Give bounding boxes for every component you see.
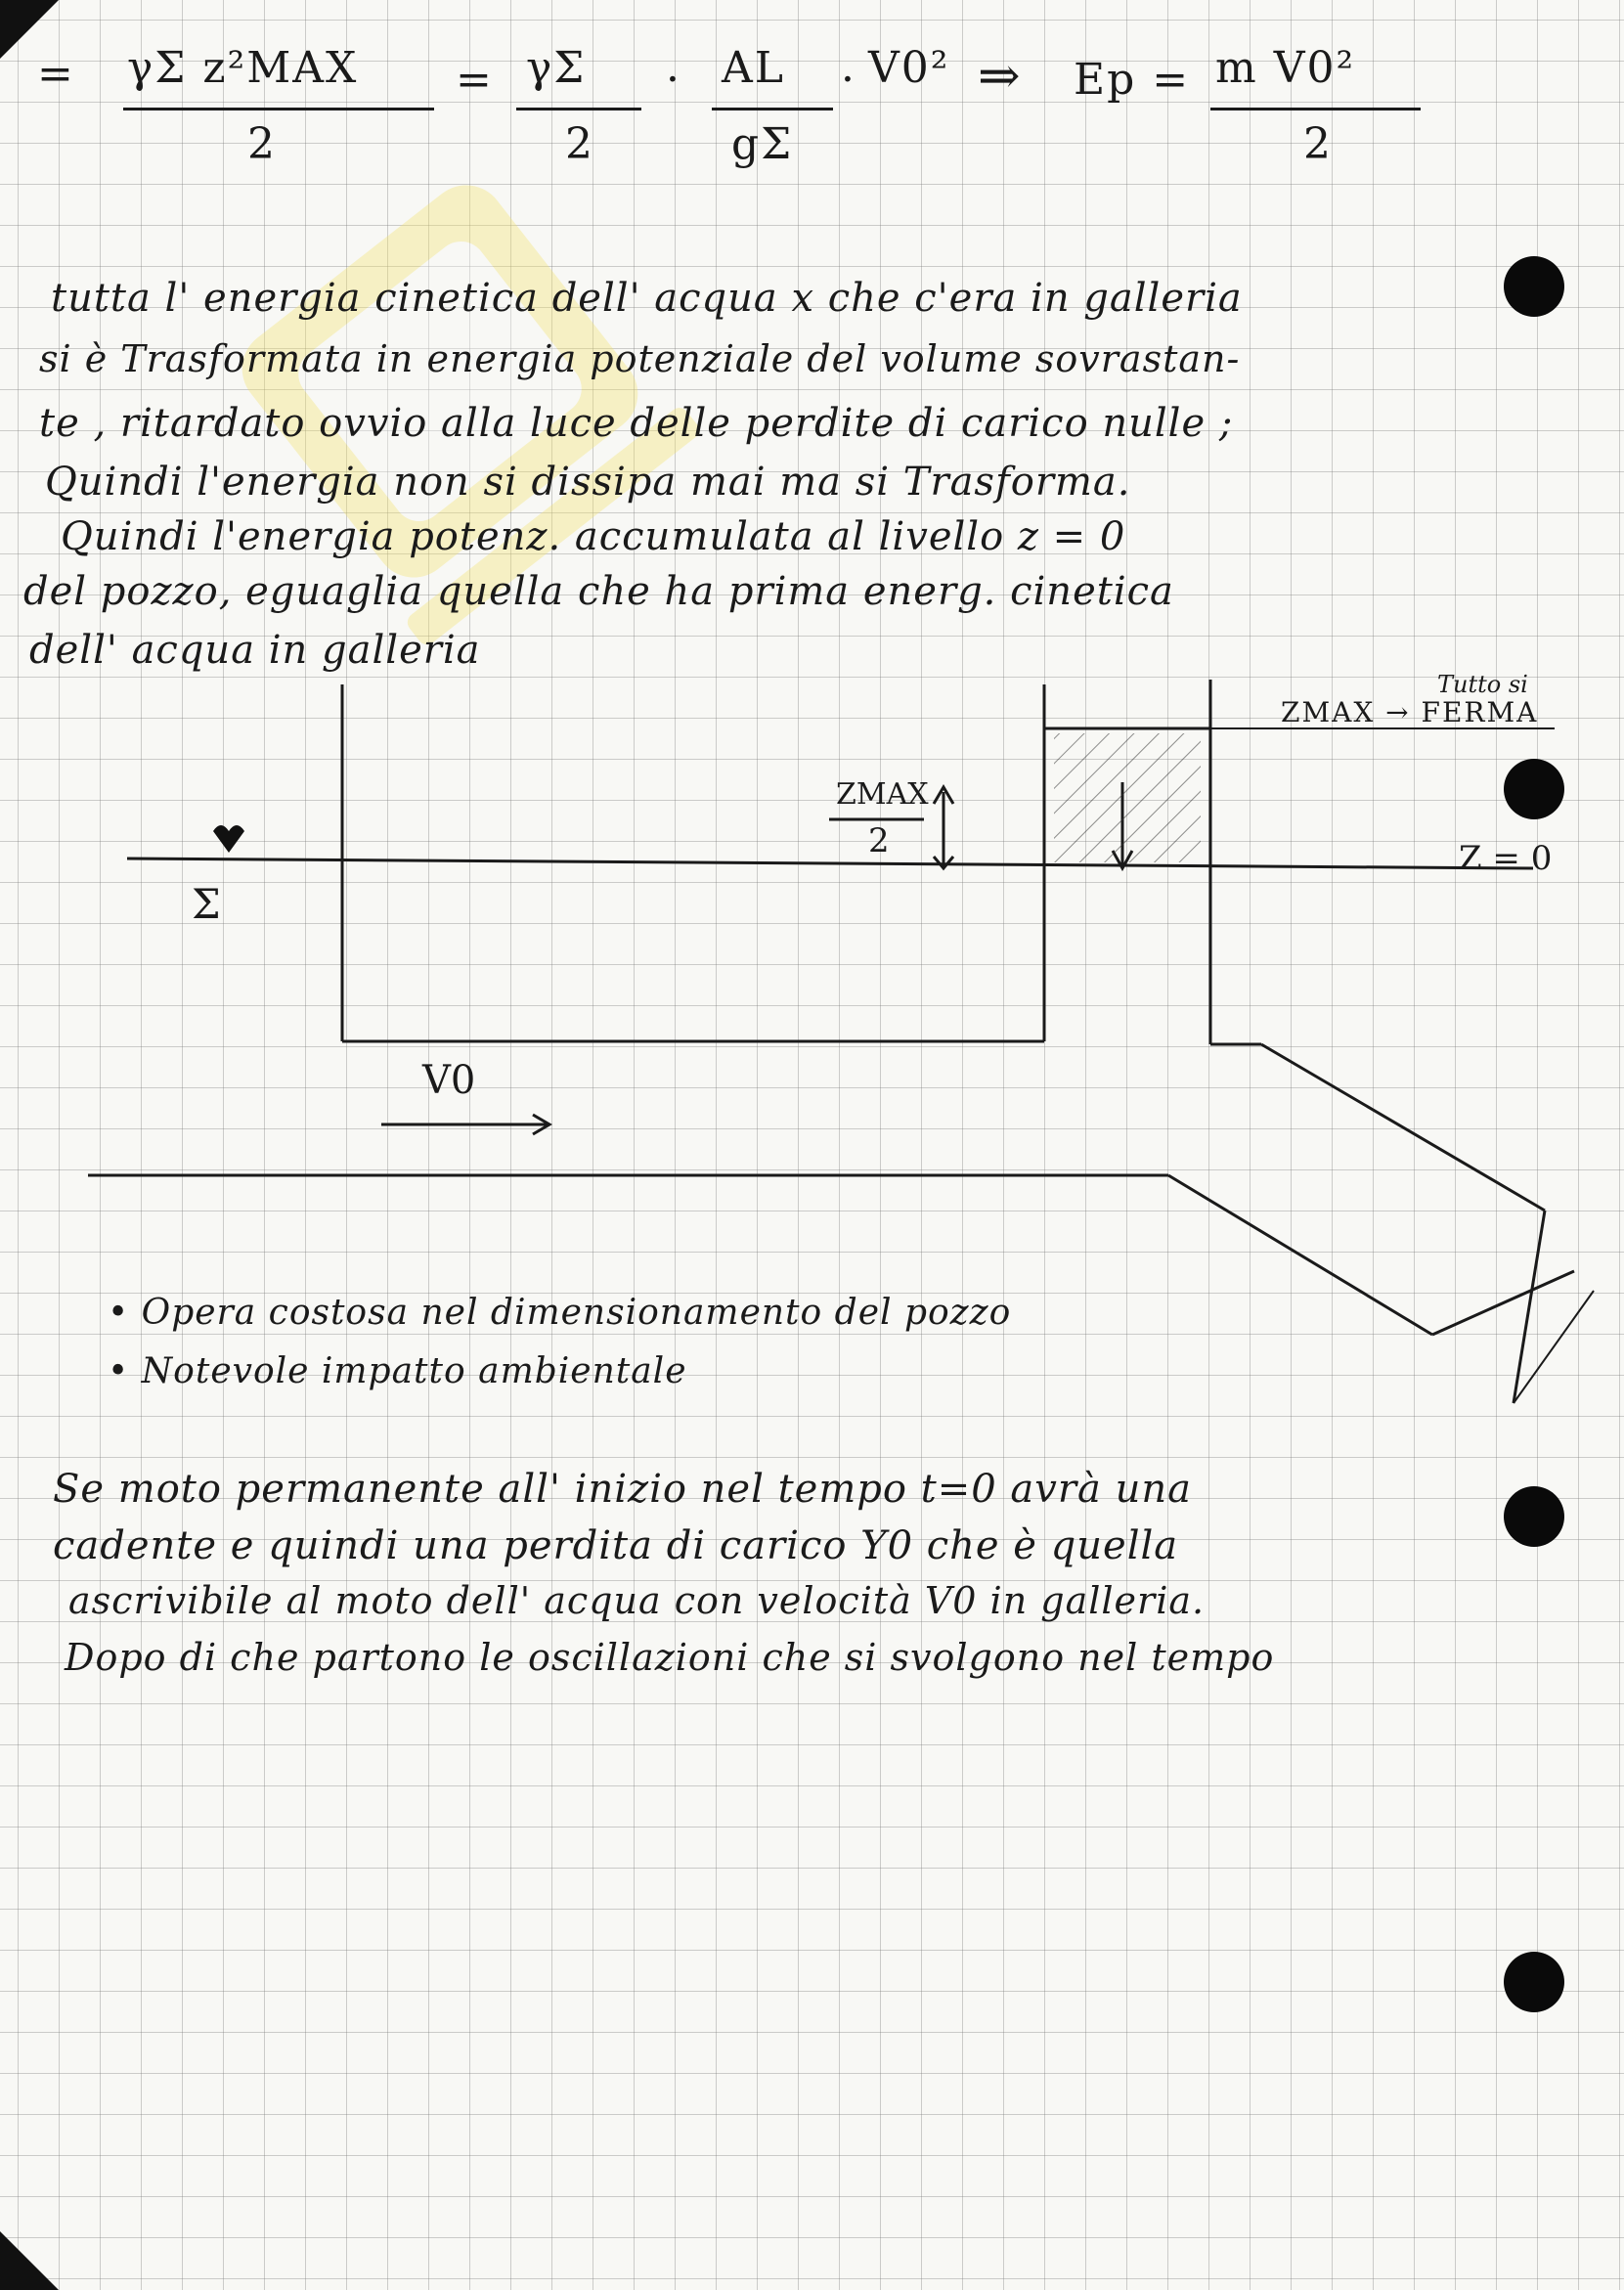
penstock-bottom [1168, 1175, 1432, 1335]
penstock-end-1 [1514, 1211, 1545, 1403]
penstock-top [1261, 1044, 1545, 1211]
static-level-line [127, 859, 1533, 868]
half-label: 2 [868, 821, 890, 860]
v0-squared: V0² [868, 43, 950, 93]
v0-label: V0 [422, 1058, 476, 1103]
mid-numerator: γΣ [526, 43, 587, 93]
dot-1: · [666, 55, 681, 105]
lhs-denominator: 2 [247, 119, 277, 169]
para2-line-4: Dopo di che partono le oscillazioni che si svolgono nel tempo [65, 1636, 1275, 1679]
para1-line-1: tutta l' energia cinetica dell' acqua x che c'era in galleria [51, 276, 1243, 321]
penstock-end-2 [1432, 1271, 1574, 1335]
zmax-label: ZMAX [836, 777, 929, 812]
zmax-ferma-label: ZMAX → FERMA [1281, 696, 1539, 728]
water-level-marker-icon [213, 825, 244, 853]
penstock-end-3 [1514, 1291, 1594, 1403]
sigma-label: Σ [192, 880, 221, 928]
para1-line-4: Quindi l'energia non si dissipa mai ma si Trasforma. [45, 460, 1131, 505]
para2-line-1: Se moto permanente all' inizio nel tempo t=0 avrà una [53, 1467, 1192, 1512]
dot-2: · [841, 55, 856, 105]
para2-line-3: ascrivibile al moto dell' acqua con velocità V0 in galleria. [68, 1579, 1206, 1622]
eq-prefix: = [37, 49, 75, 99]
mid-denominator: 2 [565, 119, 594, 169]
frac2-denominator: gΣ [731, 119, 794, 169]
lhs-numerator: γΣ z²MAX [127, 43, 359, 93]
z0-label: Z = 0 [1459, 839, 1553, 878]
para1-line-6: del pozzo, eguaglia quella che ha prima energ. cinetica [23, 569, 1174, 614]
rhs-numerator: m V0² [1215, 43, 1356, 93]
para2-line-2: cadente e quindi una perdita di carico Y0 che è quella [53, 1523, 1179, 1568]
hatched-volume [1054, 733, 1201, 862]
ep-label: Ep = [1074, 55, 1191, 105]
frac2-numerator: AL [722, 43, 785, 93]
rhs-denominator: 2 [1303, 119, 1333, 169]
tutto-si-label: Tutto si [1437, 671, 1528, 698]
bullet-2: • Notevole impatto ambientale [108, 1351, 687, 1391]
para1-line-5: Quindi l'energia potenz. accumulata al livello z = 0 [61, 514, 1126, 559]
para1-line-2: si è Trasformata in energia potenziale del volume sovrastan- [39, 337, 1241, 380]
eq-sign: = [456, 55, 494, 105]
implies-arrow: ⇒ [978, 47, 1023, 106]
para1-line-7: dell' acqua in galleria [29, 628, 481, 673]
bullet-1: • Opera costosa nel dimensionamento del pozzo [108, 1293, 1012, 1333]
para1-line-3: te , ritardato ovvio alla luce delle perdite di carico nulle ; [39, 401, 1234, 446]
